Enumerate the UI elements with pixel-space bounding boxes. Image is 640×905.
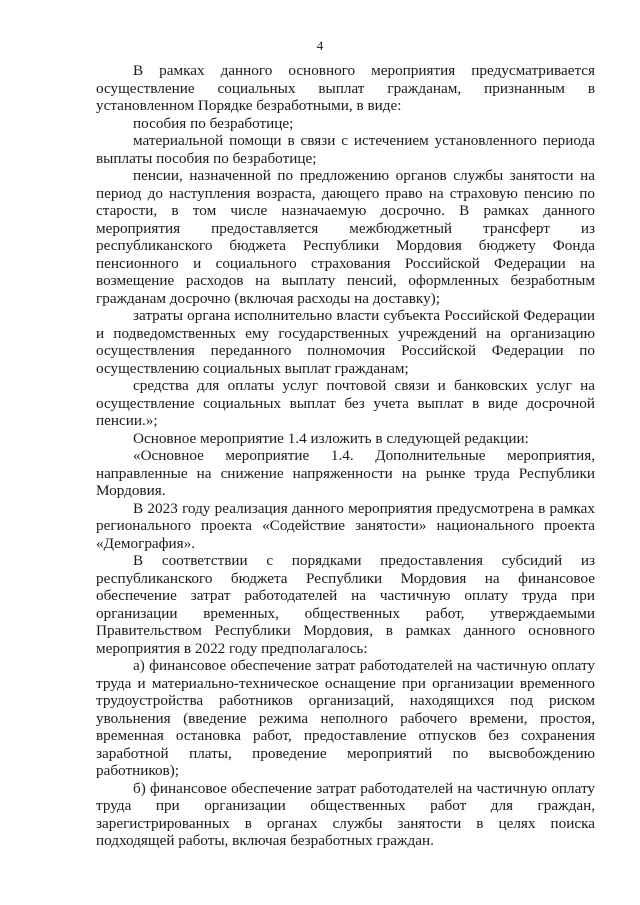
paragraph: Основное мероприятие 1.4 изложить в следующей редакции:: [133, 429, 529, 447]
page-number: 4: [316, 38, 324, 53]
paragraph: затраты органа исполнительно власти субъекта Российской Федерации и подведомственных ему государственных учреждений на организацию осуществления переданного полномочия Российской Федерации по осуществлению социальных выплат гражданам;: [96, 307, 595, 377]
paragraph: В рамках данного основного мероприятия предусматривается осуществление социальных выплат гражданам, признанным в установленном Порядке безработными, в виде:: [96, 62, 595, 114]
paragraph: б) финансовое обеспечение затрат работодателей на частичную оплату труда при организации общественных работ для граждан, зарегистрированных в органах службы занятости в целях поиска подходящей работы, включая безработных граждан.: [96, 779, 595, 849]
paragraph: «Основное мероприятие 1.4. Дополнительные мероприятия, направленные на снижение напряженности на рынке труда Республики Мордовия.: [96, 447, 595, 499]
paragraph: средства для оплаты услуг почтовой связи и банковских услуг на осуществление социальных выплат без учета выплат в виде досрочной пенсии.»;: [96, 377, 595, 429]
paragraph: а) финансовое обеспечение затрат работодателей на частичную оплату труда и материально-техническое оснащение при организации временного трудоустройства работников организаций, находящихся под риском увольнения (введение режима неполного рабочего времени, простоя, временная остановка работ, предоставление отпусков без сохранения заработной платы, проведение мероприятий по высвобождению работников);: [96, 657, 595, 779]
paragraph: материальной помощи в связи с истечением установленного периода выплаты пособия по безработице;: [96, 132, 595, 167]
paragraph: пособия по безработице;: [133, 114, 294, 132]
document-body: [96, 62, 595, 850]
paragraph: В соответствии с порядками предоставления субсидий из республиканского бюджета Республики Мордовия на финансовое обеспечение затрат работодателей на частичную оплату труда при организации временных, общественных работ, утверждаемыми Правительством Республики Мордовия, в рамках данного основного мероприятия в 2022 году предполагалось:: [96, 552, 595, 657]
paragraph: В 2023 году реализация данного мероприятия предусмотрена в рамках регионального проекта «Содействие занятости» национального проекта «Демография».: [96, 499, 595, 552]
paragraph: пенсии, назначенной по предложению органов службы занятости на период до наступления возраста, дающего право на страховую пенсию по старости, в том числе назначаемую досрочно. В рамках данного мероприятия предоставляется межбюджетный трансферт из республиканского бюджета Республики Мордовия бюджету Фонда пенсионного и социального страхования Российской Федерации на возмещение расходов на выплату пенсий, оформленных безработным гражданам досрочно (включая расходы на доставку);: [96, 167, 595, 307]
